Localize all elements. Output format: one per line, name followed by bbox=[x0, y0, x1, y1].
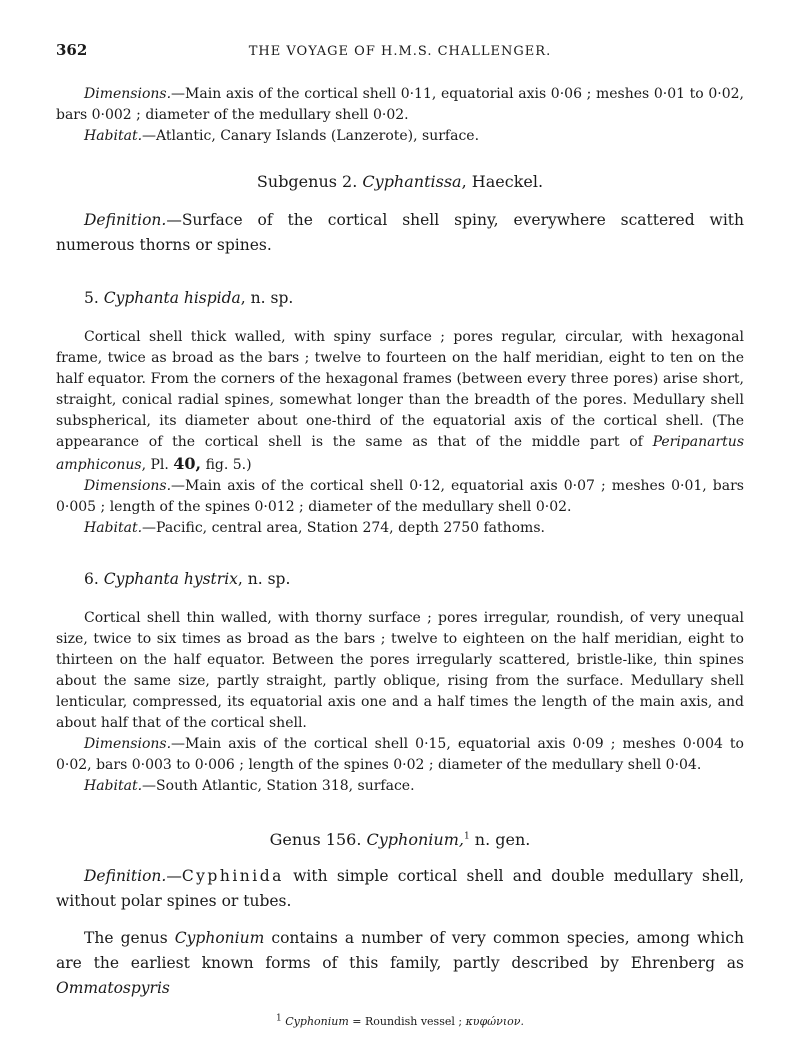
habitat-text: —South Atlantic, Station 318, surface. bbox=[142, 778, 415, 794]
definition-dash: — bbox=[166, 867, 182, 885]
footnote-text: = Roundish vessel ; bbox=[348, 1015, 466, 1028]
habitat-label: Habitat. bbox=[84, 778, 143, 794]
genus-ref-2: Ommatospyris bbox=[56, 979, 170, 997]
dimensions-text: —Main axis of the cortical shell 0·11, equatorial axis 0·06 ; meshes 0·01 to 0·02, bars 0·002 ; diameter of the medullary shell 0·02. bbox=[56, 86, 744, 123]
species-5-dimensions bbox=[56, 476, 744, 518]
description-text: Cortical shell thick walled, with spiny surface ; pores regular, circular, with hexagonal frame, twice as broad as the bars ; twelve to fourteen on the half meridian, eight to ten on the half equator. From the corners of the hexagonal frames (between every three pores) arise short, straight, conical radial spines, somewhat longer than the breadth of the pores. Medullary shell subspherical, its diameter about one-third of the equatorial axis of the cortical shell. (The appearance of the cortical shell is the same as that of the middle part of bbox=[56, 329, 744, 450]
footnote-greek: κυφώνιον. bbox=[465, 1015, 524, 1028]
genus-heading bbox=[56, 829, 744, 850]
definition-label: Definition. bbox=[84, 867, 167, 885]
page-header bbox=[56, 40, 744, 66]
species-number: 5. bbox=[84, 289, 104, 307]
plate-number: 40, bbox=[173, 454, 202, 473]
habitat-text: —Pacific, central area, Station 274, depth 2750 fathoms. bbox=[142, 520, 545, 536]
species-suffix: , n. sp. bbox=[237, 570, 291, 588]
dimensions-label: Dimensions. bbox=[84, 736, 172, 752]
running-title: THE VOYAGE OF H.M.S. CHALLENGER. bbox=[248, 44, 552, 59]
species-6-heading bbox=[56, 569, 744, 590]
genus-ref: Cyphonium bbox=[174, 929, 265, 947]
species-6-dimensions bbox=[56, 734, 744, 776]
definition-label: Definition. bbox=[84, 211, 167, 229]
family-name: Cyphinida bbox=[181, 867, 284, 885]
definition-text: —Surface of the cortical shell spiny, everywhere scattered with numerous thorns or spines. bbox=[56, 211, 744, 254]
dimensions-text: —Main axis of the cortical shell 0·15, equatorial axis 0·09 ; meshes 0·004 to 0·02, bars 0·003 to 0·006 ; length of the spines 0·02 ; diameter of the medullary shell 0·04. bbox=[56, 736, 744, 773]
subgenus-suffix: , Haeckel. bbox=[461, 172, 544, 191]
species-5-description bbox=[56, 327, 744, 476]
dimensions-label: Dimensions. bbox=[84, 86, 172, 102]
species-6-description: Cortical shell thin walled, with thorny surface ; pores irregular, roundish, of very unequal size, twice to six times as broad as the bars ; twelve to eighteen on the half meridian, eight to thirteen on the half equator. Between the pores irregularly scattered, bristle-like, thin spines about the same size, partly straight, partly oblique, rising from the surface. Medullary shell lenticular, compressed, its equatorial axis one and a half times the length of the main axis, and about half that of the cortical shell. bbox=[56, 610, 744, 731]
subgenus-definition bbox=[56, 208, 744, 258]
species-number: 6. bbox=[84, 570, 104, 588]
paragraph-text-2: contains a number of very common species, among which are the earliest known forms of this family, partly described by Ehrenberg as bbox=[56, 929, 744, 972]
genus-paragraph bbox=[56, 926, 744, 1001]
habitat-text: —Atlantic, Canary Islands (Lanzerote), surface. bbox=[142, 128, 480, 144]
subgenus-prefix: Subgenus 2. bbox=[256, 172, 363, 191]
species-5-heading bbox=[56, 288, 744, 309]
definition-text: with simple cortical shell and double medullary shell, without polar spines or tubes. bbox=[56, 867, 744, 910]
dimensions-text: —Main axis of the cortical shell 0·12, equatorial axis 0·07 ; meshes 0·01, bars 0·005 ; length of the spines 0·012 ; diameter of the medullary shell 0·02. bbox=[56, 478, 744, 515]
top-dimensions bbox=[56, 84, 744, 126]
species-6-habitat bbox=[56, 776, 744, 797]
habitat-label: Habitat. bbox=[84, 128, 143, 144]
description-species-ref: Peripanartus amphiconus bbox=[56, 434, 744, 473]
footnote-term: Cyphonium bbox=[285, 1015, 349, 1028]
footnote bbox=[56, 1011, 744, 1032]
subgenus-name: Cyphantissa bbox=[362, 172, 462, 191]
dimensions-label: Dimensions. bbox=[84, 478, 172, 494]
top-habitat bbox=[56, 126, 744, 147]
description-text-2: , Pl. bbox=[141, 457, 174, 473]
genus-suffix: n. gen. bbox=[469, 830, 531, 849]
page-number: 362 bbox=[56, 41, 88, 59]
genus-name: Cyphonium, bbox=[366, 830, 464, 849]
genus-definition bbox=[56, 864, 744, 914]
species-name: Cyphanta hispida bbox=[103, 289, 241, 307]
description-text-3: fig. 5.) bbox=[201, 457, 252, 473]
paragraph-text: The genus bbox=[84, 929, 175, 947]
species-5-habitat bbox=[56, 518, 744, 539]
genus-prefix: Genus 156. bbox=[269, 830, 367, 849]
footnote-number: 1 bbox=[276, 1013, 282, 1024]
species-name: Cyphanta hystrix bbox=[103, 570, 238, 588]
subgenus-heading bbox=[56, 171, 744, 192]
top-section bbox=[56, 84, 744, 147]
habitat-label: Habitat. bbox=[84, 520, 143, 536]
footnote-marker: 1 bbox=[463, 831, 470, 842]
species-suffix: , n. sp. bbox=[240, 289, 294, 307]
